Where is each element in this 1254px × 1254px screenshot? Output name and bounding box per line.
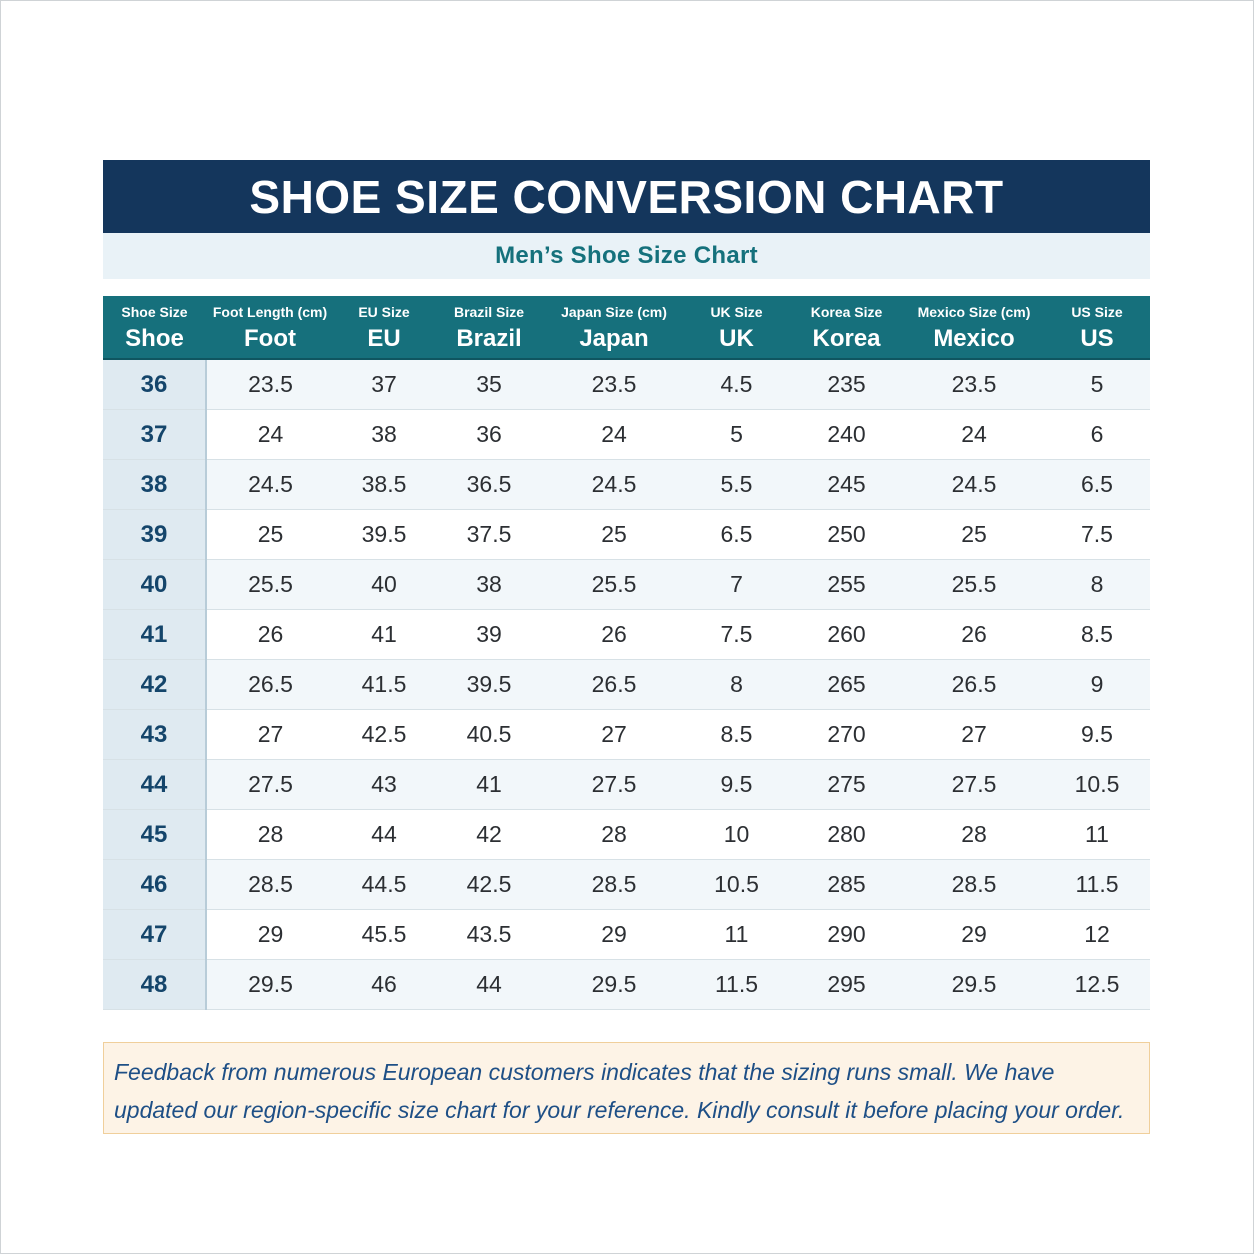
table-cell: 39.5 bbox=[434, 660, 544, 710]
column-header: Foot bbox=[206, 320, 334, 359]
column-header: Japan bbox=[544, 320, 684, 359]
table-cell: 25 bbox=[904, 510, 1044, 560]
table-cell: 28.5 bbox=[904, 860, 1044, 910]
table-cell: 6 bbox=[1044, 410, 1150, 460]
table-cell: 26.5 bbox=[544, 660, 684, 710]
table-cell: 42.5 bbox=[434, 860, 544, 910]
column-sublabel: Brazil Size bbox=[434, 296, 544, 320]
table-cell: 24 bbox=[544, 410, 684, 460]
table-cell: 245 bbox=[789, 460, 904, 510]
column-sublabel: Japan Size (cm) bbox=[544, 296, 684, 320]
table-cell: 41.5 bbox=[334, 660, 434, 710]
table-cell: 270 bbox=[789, 710, 904, 760]
table-cell: 8.5 bbox=[1044, 610, 1150, 660]
table-cell: 41 bbox=[334, 610, 434, 660]
table-cell: 12.5 bbox=[1044, 960, 1150, 1010]
table-cell: 5 bbox=[684, 410, 789, 460]
table-cell: 29.5 bbox=[904, 960, 1044, 1010]
shoe-size-cell: 43 bbox=[103, 710, 206, 760]
table-cell: 295 bbox=[789, 960, 904, 1010]
table-cell: 37.5 bbox=[434, 510, 544, 560]
column-header: Shoe bbox=[103, 320, 206, 359]
table-cell: 11 bbox=[684, 910, 789, 960]
table-cell: 25 bbox=[544, 510, 684, 560]
table-row bbox=[103, 660, 1150, 710]
table-cell: 7.5 bbox=[1044, 510, 1150, 560]
table-cell: 7.5 bbox=[684, 610, 789, 660]
table-cell: 255 bbox=[789, 560, 904, 610]
column-header: EU bbox=[334, 320, 434, 359]
table-cell: 38 bbox=[334, 410, 434, 460]
table-cell: 38 bbox=[434, 560, 544, 610]
table-cell: 5 bbox=[1044, 359, 1150, 410]
table-cell: 5.5 bbox=[684, 460, 789, 510]
column-sublabel: Shoe Size bbox=[103, 296, 206, 320]
table-cell: 11.5 bbox=[684, 960, 789, 1010]
table-cell: 27.5 bbox=[544, 760, 684, 810]
table-cell: 24 bbox=[206, 410, 334, 460]
table-cell: 10 bbox=[684, 810, 789, 860]
table-cell: 10.5 bbox=[1044, 760, 1150, 810]
table-cell: 25.5 bbox=[904, 560, 1044, 610]
table-cell: 25 bbox=[206, 510, 334, 560]
table-cell: 44 bbox=[434, 960, 544, 1010]
column-sublabel: Mexico Size (cm) bbox=[904, 296, 1044, 320]
table-cell: 6.5 bbox=[1044, 460, 1150, 510]
table-row bbox=[103, 860, 1150, 910]
table-row bbox=[103, 710, 1150, 760]
table-cell: 23.5 bbox=[904, 359, 1044, 410]
table-cell: 45.5 bbox=[334, 910, 434, 960]
table-cell: 40.5 bbox=[434, 710, 544, 760]
table-cell: 265 bbox=[789, 660, 904, 710]
table-cell: 39 bbox=[434, 610, 544, 660]
table-cell: 275 bbox=[789, 760, 904, 810]
sizing-note: Feedback from numerous European customers indicates that the sizing runs small. We have updated our region-specific size chart for your reference. Kindly consult it before placing your order. bbox=[103, 1042, 1150, 1134]
table-row bbox=[103, 560, 1150, 610]
column-header: Brazil bbox=[434, 320, 544, 359]
table-cell: 27 bbox=[904, 710, 1044, 760]
column-sublabel: UK Size bbox=[684, 296, 789, 320]
table-cell: 9.5 bbox=[1044, 710, 1150, 760]
shoe-size-cell: 41 bbox=[103, 610, 206, 660]
table-cell: 7 bbox=[684, 560, 789, 610]
table-cell: 41 bbox=[434, 760, 544, 810]
table-body bbox=[103, 359, 1150, 1010]
table-cell: 40 bbox=[334, 560, 434, 610]
shoe-size-cell: 45 bbox=[103, 810, 206, 860]
table-cell: 285 bbox=[789, 860, 904, 910]
table-cell: 39.5 bbox=[334, 510, 434, 560]
table-cell: 10.5 bbox=[684, 860, 789, 910]
table-cell: 23.5 bbox=[544, 359, 684, 410]
table-row bbox=[103, 410, 1150, 460]
table-cell: 28.5 bbox=[544, 860, 684, 910]
shoe-size-cell: 48 bbox=[103, 960, 206, 1010]
table-cell: 36 bbox=[434, 410, 544, 460]
table-cell: 6.5 bbox=[684, 510, 789, 560]
table-cell: 280 bbox=[789, 810, 904, 860]
table-cell: 11.5 bbox=[1044, 860, 1150, 910]
shoe-size-cell: 47 bbox=[103, 910, 206, 960]
table-row bbox=[103, 510, 1150, 560]
table-row bbox=[103, 359, 1150, 410]
table-header bbox=[103, 296, 1150, 359]
table-cell: 37 bbox=[334, 359, 434, 410]
table-cell: 29.5 bbox=[544, 960, 684, 1010]
table-cell: 27 bbox=[544, 710, 684, 760]
table-cell: 24.5 bbox=[206, 460, 334, 510]
table-cell: 26 bbox=[206, 610, 334, 660]
column-header: Korea bbox=[789, 320, 904, 359]
table-cell: 36.5 bbox=[434, 460, 544, 510]
table-cell: 29.5 bbox=[206, 960, 334, 1010]
table-cell: 235 bbox=[789, 359, 904, 410]
column-header: UK bbox=[684, 320, 789, 359]
table-cell: 26.5 bbox=[904, 660, 1044, 710]
chart-subtitle: Men’s Shoe Size Chart bbox=[103, 233, 1150, 279]
table-cell: 260 bbox=[789, 610, 904, 660]
column-sublabel: US Size bbox=[1044, 296, 1150, 320]
chart-title: SHOE SIZE CONVERSION CHART bbox=[103, 160, 1150, 233]
column-sublabel: EU Size bbox=[334, 296, 434, 320]
shoe-size-cell: 39 bbox=[103, 510, 206, 560]
table-cell: 28 bbox=[904, 810, 1044, 860]
shoe-size-cell: 46 bbox=[103, 860, 206, 910]
table-row bbox=[103, 610, 1150, 660]
shoe-size-cell: 40 bbox=[103, 560, 206, 610]
table-cell: 25.5 bbox=[206, 560, 334, 610]
table-cell: 42 bbox=[434, 810, 544, 860]
table-cell: 28.5 bbox=[206, 860, 334, 910]
table-cell: 29 bbox=[206, 910, 334, 960]
table-cell: 29 bbox=[544, 910, 684, 960]
table-cell: 24.5 bbox=[544, 460, 684, 510]
table-cell: 44 bbox=[334, 810, 434, 860]
table-cell: 23.5 bbox=[206, 359, 334, 410]
shoe-size-cell: 44 bbox=[103, 760, 206, 810]
table-cell: 43.5 bbox=[434, 910, 544, 960]
table-cell: 12 bbox=[1044, 910, 1150, 960]
table-cell: 28 bbox=[206, 810, 334, 860]
table-cell: 27.5 bbox=[206, 760, 334, 810]
table-cell: 11 bbox=[1044, 810, 1150, 860]
size-chart bbox=[103, 160, 1150, 1010]
table-cell: 8 bbox=[684, 660, 789, 710]
table-cell: 44.5 bbox=[334, 860, 434, 910]
table-cell: 8 bbox=[1044, 560, 1150, 610]
table-row bbox=[103, 810, 1150, 860]
table-cell: 25.5 bbox=[544, 560, 684, 610]
table-cell: 4.5 bbox=[684, 359, 789, 410]
column-sublabel: Korea Size bbox=[789, 296, 904, 320]
table-cell: 24.5 bbox=[904, 460, 1044, 510]
table-cell: 42.5 bbox=[334, 710, 434, 760]
table-cell: 46 bbox=[334, 960, 434, 1010]
table-row bbox=[103, 910, 1150, 960]
table-cell: 35 bbox=[434, 359, 544, 410]
shoe-size-cell: 38 bbox=[103, 460, 206, 510]
table-cell: 240 bbox=[789, 410, 904, 460]
column-header: US bbox=[1044, 320, 1150, 359]
column-sublabel: Foot Length (cm) bbox=[206, 296, 334, 320]
table-cell: 290 bbox=[789, 910, 904, 960]
table-cell: 27 bbox=[206, 710, 334, 760]
table-cell: 24 bbox=[904, 410, 1044, 460]
table-cell: 8.5 bbox=[684, 710, 789, 760]
table-row bbox=[103, 460, 1150, 510]
table-cell: 26 bbox=[544, 610, 684, 660]
shoe-size-cell: 36 bbox=[103, 359, 206, 410]
shoe-size-cell: 42 bbox=[103, 660, 206, 710]
table-cell: 26.5 bbox=[206, 660, 334, 710]
table-cell: 29 bbox=[904, 910, 1044, 960]
table-cell: 250 bbox=[789, 510, 904, 560]
table-cell: 28 bbox=[544, 810, 684, 860]
table-cell: 9 bbox=[1044, 660, 1150, 710]
table-row bbox=[103, 960, 1150, 1010]
table-cell: 43 bbox=[334, 760, 434, 810]
size-table bbox=[103, 296, 1150, 1010]
table-cell: 38.5 bbox=[334, 460, 434, 510]
shoe-size-cell: 37 bbox=[103, 410, 206, 460]
column-header: Mexico bbox=[904, 320, 1044, 359]
table-cell: 26 bbox=[904, 610, 1044, 660]
table-cell: 27.5 bbox=[904, 760, 1044, 810]
table-cell: 9.5 bbox=[684, 760, 789, 810]
table-row bbox=[103, 760, 1150, 810]
